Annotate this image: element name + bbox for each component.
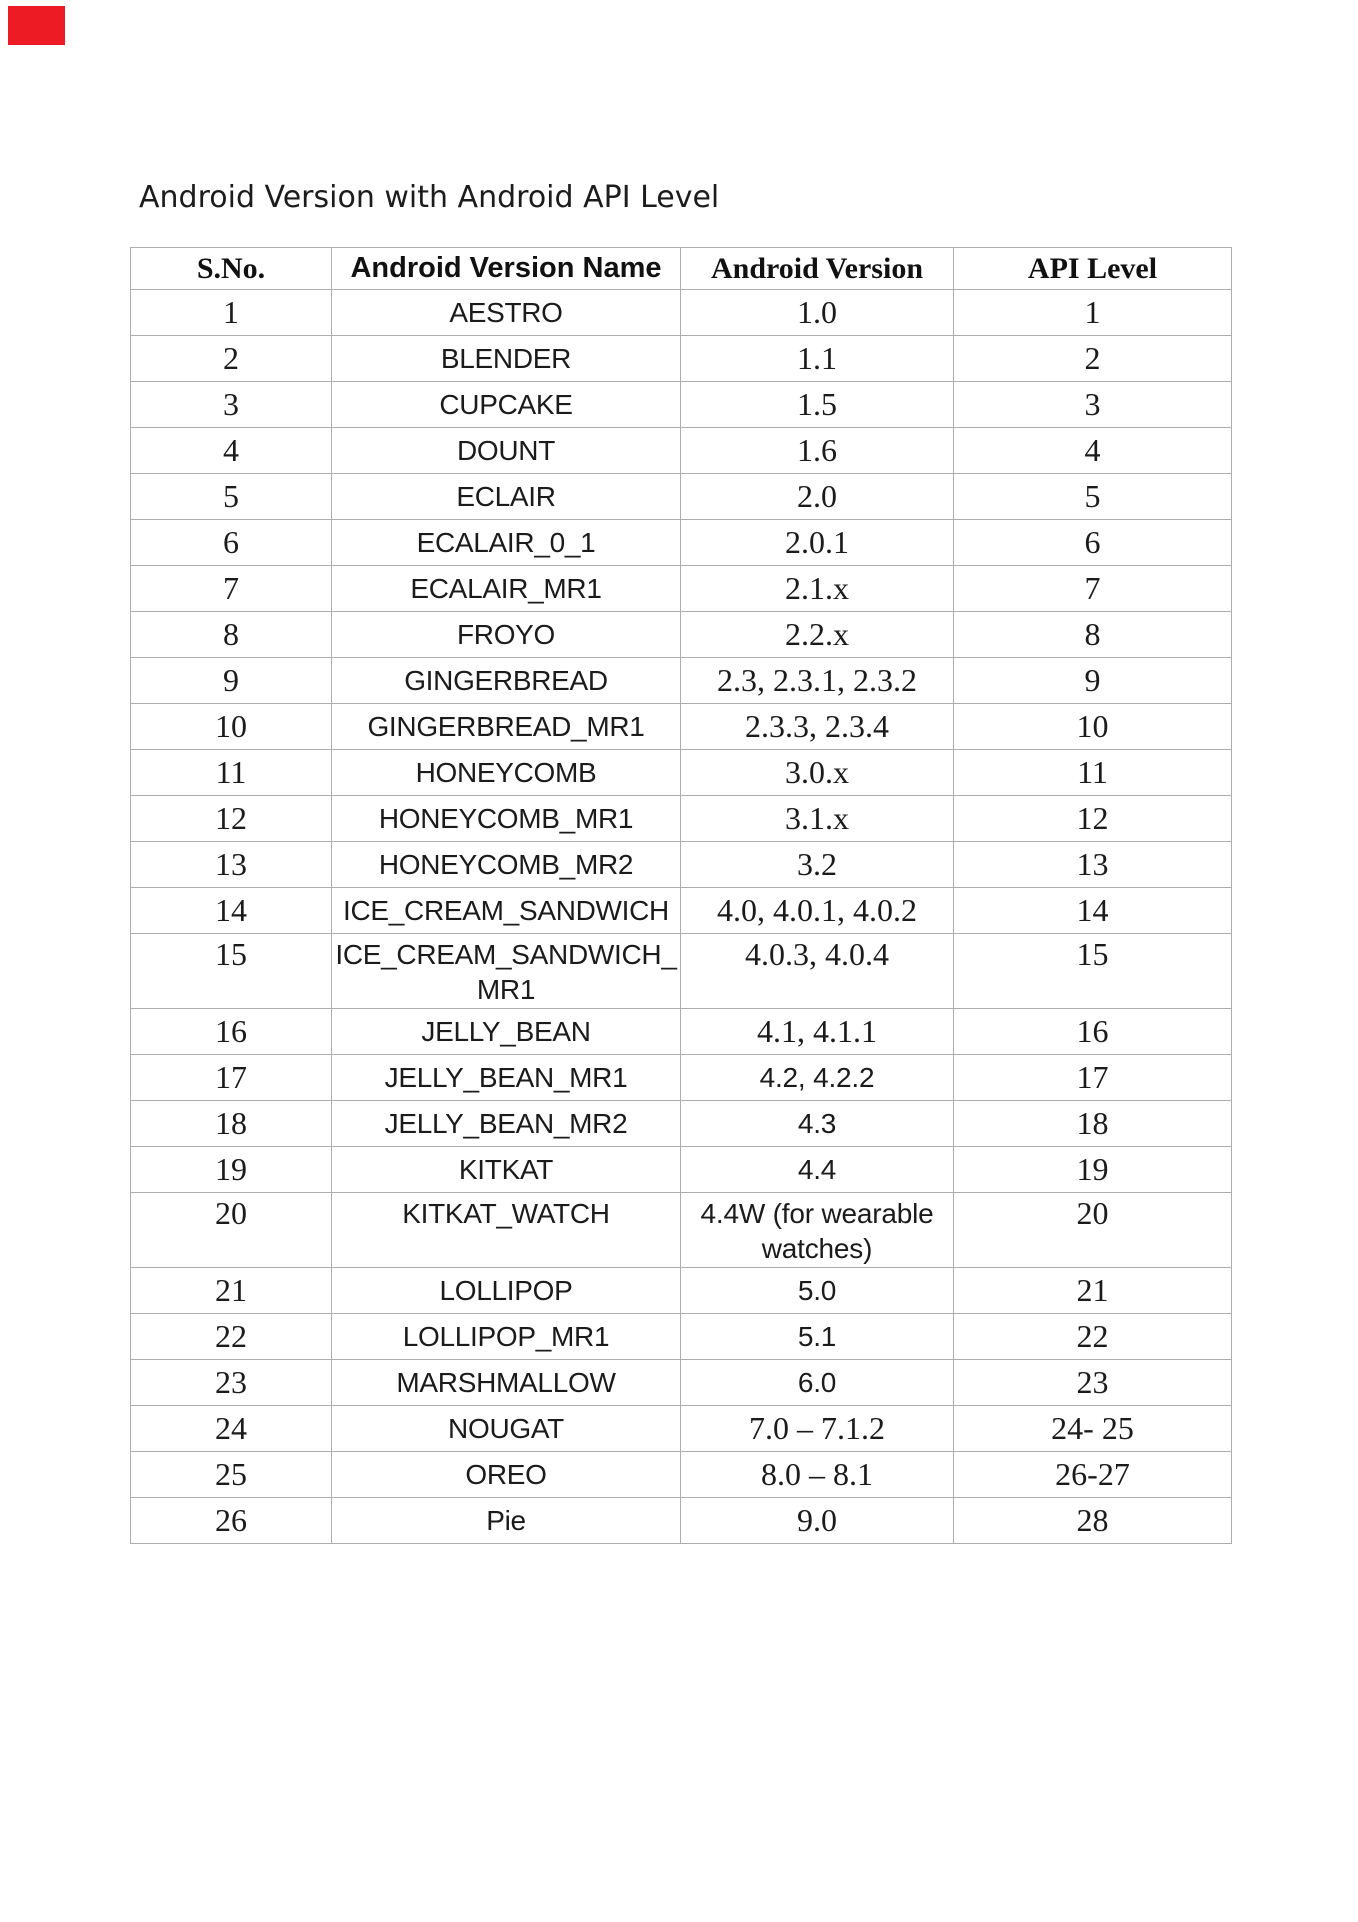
api-cell: 16 — [954, 1009, 1232, 1055]
name-cell: NOUGAT — [332, 1406, 681, 1452]
api-cell: 9 — [954, 658, 1232, 704]
table-row — [131, 796, 1232, 842]
version-cell: 4.3 — [681, 1101, 954, 1147]
sno-cell: 11 — [131, 750, 332, 796]
sno-cell: 2 — [131, 336, 332, 382]
name-cell: BLENDER — [332, 336, 681, 382]
name-cell: HONEYCOMB — [332, 750, 681, 796]
table-body — [131, 290, 1232, 1544]
android-version-table — [130, 247, 1232, 1544]
table-row — [131, 1314, 1232, 1360]
table-row — [131, 474, 1232, 520]
table-row — [131, 1406, 1232, 1452]
name-cell: ICE_CREAM_SANDWICH_MR1 — [332, 934, 681, 1009]
table-row — [131, 1360, 1232, 1406]
api-cell: 3 — [954, 382, 1232, 428]
version-cell: 2.3.3, 2.3.4 — [681, 704, 954, 750]
api-cell: 13 — [954, 842, 1232, 888]
version-cell: 3.1.x — [681, 796, 954, 842]
table-row — [131, 520, 1232, 566]
name-cell: Pie — [332, 1498, 681, 1544]
version-cell: 6.0 — [681, 1360, 954, 1406]
sno-cell: 9 — [131, 658, 332, 704]
sno-cell: 13 — [131, 842, 332, 888]
table-row — [131, 382, 1232, 428]
table-row — [131, 1101, 1232, 1147]
api-cell: 8 — [954, 612, 1232, 658]
sno-cell: 7 — [131, 566, 332, 612]
version-cell: 4.2, 4.2.2 — [681, 1055, 954, 1101]
sno-cell: 22 — [131, 1314, 332, 1360]
api-cell: 18 — [954, 1101, 1232, 1147]
sno-cell: 19 — [131, 1147, 332, 1193]
api-cell: 1 — [954, 290, 1232, 336]
name-cell: ECALAIR_0_1 — [332, 520, 681, 566]
table-row — [131, 842, 1232, 888]
table-row — [131, 658, 1232, 704]
version-cell: 2.2.x — [681, 612, 954, 658]
version-cell: 4.4W (for wearable watches) — [681, 1193, 954, 1268]
version-cell: 2.0.1 — [681, 520, 954, 566]
name-cell: MARSHMALLOW — [332, 1360, 681, 1406]
version-cell: 4.4 — [681, 1147, 954, 1193]
version-cell: 5.0 — [681, 1268, 954, 1314]
api-cell: 20 — [954, 1193, 1232, 1268]
name-cell: HONEYCOMB_MR2 — [332, 842, 681, 888]
table-row — [131, 888, 1232, 934]
header-row — [131, 248, 1232, 290]
version-cell: 7.0 – 7.1.2 — [681, 1406, 954, 1452]
name-cell: OREO — [332, 1452, 681, 1498]
api-cell: 11 — [954, 750, 1232, 796]
header-android-version-name: Android Version Name — [332, 248, 681, 290]
api-cell: 15 — [954, 934, 1232, 1009]
table-row — [131, 934, 1232, 1009]
sno-cell: 23 — [131, 1360, 332, 1406]
api-cell: 26-27 — [954, 1452, 1232, 1498]
table-row — [131, 1147, 1232, 1193]
version-cell: 5.1 — [681, 1314, 954, 1360]
table-row — [131, 336, 1232, 382]
sno-cell: 12 — [131, 796, 332, 842]
version-cell: 8.0 – 8.1 — [681, 1452, 954, 1498]
table-row — [131, 750, 1232, 796]
api-cell: 4 — [954, 428, 1232, 474]
api-cell: 19 — [954, 1147, 1232, 1193]
version-cell: 2.3, 2.3.1, 2.3.2 — [681, 658, 954, 704]
table-row — [131, 1009, 1232, 1055]
name-cell: JELLY_BEAN — [332, 1009, 681, 1055]
name-cell: KITKAT — [332, 1147, 681, 1193]
sno-cell: 6 — [131, 520, 332, 566]
table-row — [131, 704, 1232, 750]
table-row — [131, 1055, 1232, 1101]
header-sno: S.No. — [131, 248, 332, 290]
name-cell: KITKAT_WATCH — [332, 1193, 681, 1268]
table-row — [131, 1193, 1232, 1268]
sno-cell: 25 — [131, 1452, 332, 1498]
api-cell: 23 — [954, 1360, 1232, 1406]
version-cell: 3.0.x — [681, 750, 954, 796]
name-cell: ECALAIR_MR1 — [332, 566, 681, 612]
sno-cell: 5 — [131, 474, 332, 520]
name-cell: HONEYCOMB_MR1 — [332, 796, 681, 842]
api-cell: 5 — [954, 474, 1232, 520]
version-cell: 4.0, 4.0.1, 4.0.2 — [681, 888, 954, 934]
sno-cell: 14 — [131, 888, 332, 934]
api-cell: 10 — [954, 704, 1232, 750]
api-cell: 17 — [954, 1055, 1232, 1101]
table-row — [131, 566, 1232, 612]
sno-cell: 8 — [131, 612, 332, 658]
version-cell: 1.5 — [681, 382, 954, 428]
api-cell: 21 — [954, 1268, 1232, 1314]
red-marker — [8, 6, 65, 45]
name-cell: ICE_CREAM_SANDWICH — [332, 888, 681, 934]
sno-cell: 15 — [131, 934, 332, 1009]
name-cell: AESTRO — [332, 290, 681, 336]
table-row — [131, 428, 1232, 474]
sno-cell: 26 — [131, 1498, 332, 1544]
version-cell: 4.1, 4.1.1 — [681, 1009, 954, 1055]
sno-cell: 21 — [131, 1268, 332, 1314]
version-cell: 9.0 — [681, 1498, 954, 1544]
sno-cell: 10 — [131, 704, 332, 750]
name-cell: LOLLIPOP — [332, 1268, 681, 1314]
api-cell: 2 — [954, 336, 1232, 382]
api-cell: 12 — [954, 796, 1232, 842]
name-cell: LOLLIPOP_MR1 — [332, 1314, 681, 1360]
version-cell: 4.0.3, 4.0.4 — [681, 934, 954, 1009]
version-cell: 2.0 — [681, 474, 954, 520]
sno-cell: 16 — [131, 1009, 332, 1055]
version-cell: 2.1.x — [681, 566, 954, 612]
version-cell: 3.2 — [681, 842, 954, 888]
name-cell: CUPCAKE — [332, 382, 681, 428]
name-cell: JELLY_BEAN_MR2 — [332, 1101, 681, 1147]
table-row — [131, 612, 1232, 658]
api-cell: 6 — [954, 520, 1232, 566]
table-row — [131, 290, 1232, 336]
version-cell: 1.6 — [681, 428, 954, 474]
header-api-level: API Level — [954, 248, 1232, 290]
api-cell: 28 — [954, 1498, 1232, 1544]
table-row — [131, 1498, 1232, 1544]
version-cell: 1.0 — [681, 290, 954, 336]
name-cell: GINGERBREAD_MR1 — [332, 704, 681, 750]
sno-cell: 24 — [131, 1406, 332, 1452]
name-cell: FROYO — [332, 612, 681, 658]
api-cell: 22 — [954, 1314, 1232, 1360]
sno-cell: 1 — [131, 290, 332, 336]
api-cell: 7 — [954, 566, 1232, 612]
name-cell: JELLY_BEAN_MR1 — [332, 1055, 681, 1101]
table-row — [131, 1268, 1232, 1314]
page-title: Android Version with Android API Level — [139, 180, 720, 215]
table-row — [131, 1452, 1232, 1498]
name-cell: ECLAIR — [332, 474, 681, 520]
sno-cell: 18 — [131, 1101, 332, 1147]
name-cell: GINGERBREAD — [332, 658, 681, 704]
api-cell: 14 — [954, 888, 1232, 934]
sno-cell: 4 — [131, 428, 332, 474]
header-android-version: Android Version — [681, 248, 954, 290]
api-cell: 24- 25 — [954, 1406, 1232, 1452]
version-cell: 1.1 — [681, 336, 954, 382]
sno-cell: 17 — [131, 1055, 332, 1101]
sno-cell: 3 — [131, 382, 332, 428]
name-cell: DOUNT — [332, 428, 681, 474]
sno-cell: 20 — [131, 1193, 332, 1268]
